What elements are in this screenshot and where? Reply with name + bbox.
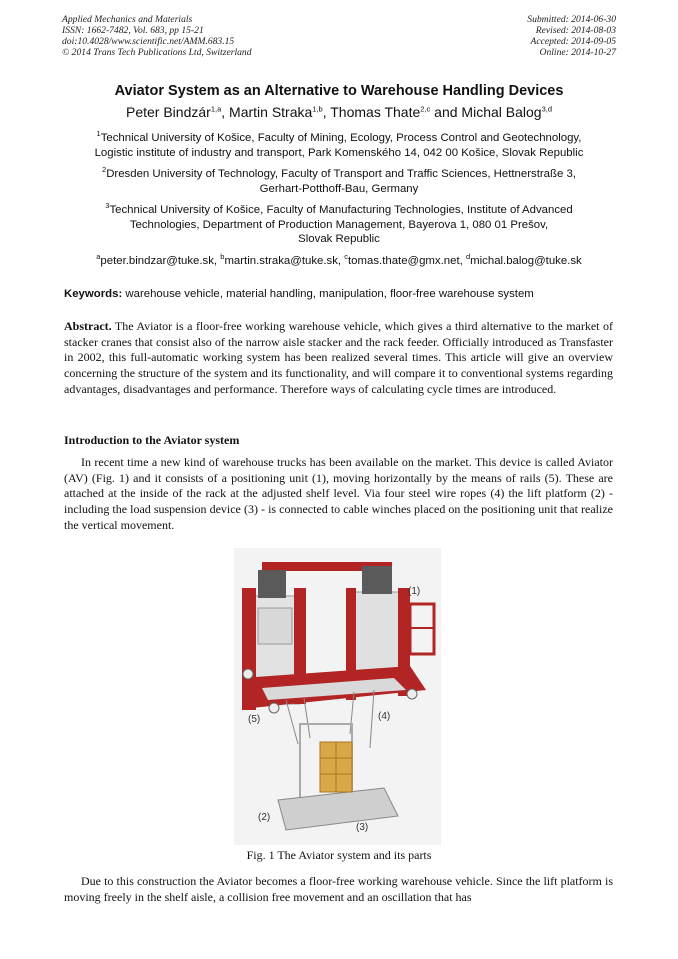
- abstract-text: The Aviator is a floor-free working warehouse vehicle, which gives a third alternative to the market of stacker cranes that consist also of the narrow aisle stacker and the rack feeder. Officially introduced as Transfaster in 2002, this full-automatic working system has been realized several times. This article will give an overview concerning the structure of the system and its functionality, and will compare it to conventional systems regarding advantages, disadvantages and performance. Therefore ways of calculating cycle times are introduced.: [64, 319, 613, 396]
- affiliation-line: Technical University of Košice, Faculty of Mining, Ecology, Process Control and Geotechnology,: [100, 132, 582, 144]
- aviator-figure: [234, 548, 441, 845]
- email-sup: c: [344, 252, 349, 262]
- label-2: (2): [258, 812, 271, 823]
- intro-paragraph: In recent time a new kind of warehouse trucks has been available on the market. This device is called Aviator (AV) (Fig. 1) and it consists of a positioning unit (1), moving horizontally by the means of rails (5). These are attached at the inside of the rack at the adjusted shelf level. Via four steel wire ropes (4) the lift platform (2) - including the load suspension device (3) - is connected to cable winches placed on the positioning unit that realize the vertical movement.: [64, 455, 613, 532]
- figure-caption: Fig. 1 The Aviator system and its parts: [246, 848, 432, 862]
- accepted-date: Accepted: 2014-09-05: [530, 36, 616, 47]
- revised-date: Revised: 2014-08-03: [535, 25, 616, 36]
- journal-name: Applied Mechanics and Materials: [62, 14, 193, 25]
- doi: doi:10.4028/www.scientific.net/AMM.683.15: [62, 36, 235, 47]
- affiliation-3: [0, 203, 678, 247]
- label-1: (1): [408, 586, 421, 597]
- affiliation-line: Dresden University of Technology, Faculty of Transport and Traffic Sciences, Hettnerstraße 3,: [106, 168, 576, 180]
- author-list: [0, 104, 678, 120]
- email-sup: d: [465, 252, 471, 262]
- author-sup: 2,c: [420, 104, 431, 114]
- email-link[interactable]: tomas.thate@gmx.net: [348, 255, 460, 267]
- affiliation-2: [0, 167, 678, 196]
- label-5: (5): [248, 714, 261, 725]
- email-sup: b: [220, 252, 225, 262]
- last-paragraph: Due to this construction the Aviator becomes a floor-free working warehouse vehicle. Since the lift platform is moving freely in the shelf aisle, a collision free movement and an oscillation that has: [64, 874, 613, 904]
- affiliation-1: [0, 131, 678, 160]
- author-sup: 3,d: [541, 104, 553, 114]
- affiliation-line: Logistic institute of industry and transport, Park Komenského 14, 042 00 Košice, Slovak Republic: [94, 146, 584, 159]
- journal-header: [62, 14, 252, 58]
- aviator-illustration: [234, 548, 441, 845]
- label-4: (4): [378, 711, 391, 722]
- label-3: (3): [356, 822, 369, 833]
- section-heading: Introduction to the Aviator system: [64, 433, 240, 447]
- affiliation-sup: 1: [96, 129, 101, 139]
- affiliation-line: Technologies, Department of Production Management, Bayerova 1, 080 01 Prešov,: [129, 218, 549, 231]
- keywords: [64, 288, 534, 300]
- abstract: [64, 319, 613, 398]
- affiliation-line: Gerhart-Potthoff-Bau, Germany: [259, 182, 419, 195]
- submitted-date: Submitted: 2014-06-30: [527, 14, 616, 25]
- paper-title: Aviator System as an Alternative to Warehouse Handling Devices: [114, 83, 564, 99]
- keywords-label: Keywords:: [64, 288, 123, 300]
- affiliation-sup: 2: [102, 165, 107, 175]
- copyright: © 2014 Trans Tech Publications Ltd, Switzerland: [62, 47, 252, 58]
- issn: ISSN: 1662-7482, Vol. 683, pp 15-21: [62, 25, 204, 36]
- author-sup: 1,b: [312, 104, 323, 114]
- affiliation-line: Technical University of Košice, Faculty of Manufacturing Technologies, Institute of Advanced: [109, 204, 573, 216]
- author-name: Thomas Thate: [330, 104, 421, 120]
- abstract-label: Abstract.: [64, 319, 112, 333]
- email-link[interactable]: michal.balog@tuke.sk: [470, 255, 582, 267]
- affiliation-sup: 3: [105, 201, 110, 211]
- author-separator: ,: [221, 104, 230, 120]
- email-link[interactable]: peter.bindzar@tuke.sk: [100, 255, 214, 267]
- dates-header: [527, 14, 616, 58]
- email-link[interactable]: martin.straka@tuke.sk: [224, 255, 338, 267]
- email-sup: a: [96, 252, 101, 262]
- affiliation-line: Slovak Republic: [298, 233, 380, 245]
- author-name: Martin Straka: [229, 104, 313, 120]
- keywords-text: warehouse vehicle, material handling, manipulation, floor-free warehouse system: [125, 288, 534, 300]
- author-name: Michal Balog: [461, 104, 542, 120]
- author-separator: and: [430, 104, 462, 120]
- author-separator: ,: [322, 104, 331, 120]
- author-sup: 1,a: [210, 104, 222, 114]
- email-list: $^a$peter.bindzar@tuke.sk, $^b$martin.straka@tuke.sk, $^c$tomas.thate@gmx.net, $^d$michal.balog@tuke.sk: [96, 252, 582, 267]
- author-name: Peter Bindzár: [125, 104, 211, 120]
- online-date: Online: 2014-10-27: [539, 47, 616, 58]
